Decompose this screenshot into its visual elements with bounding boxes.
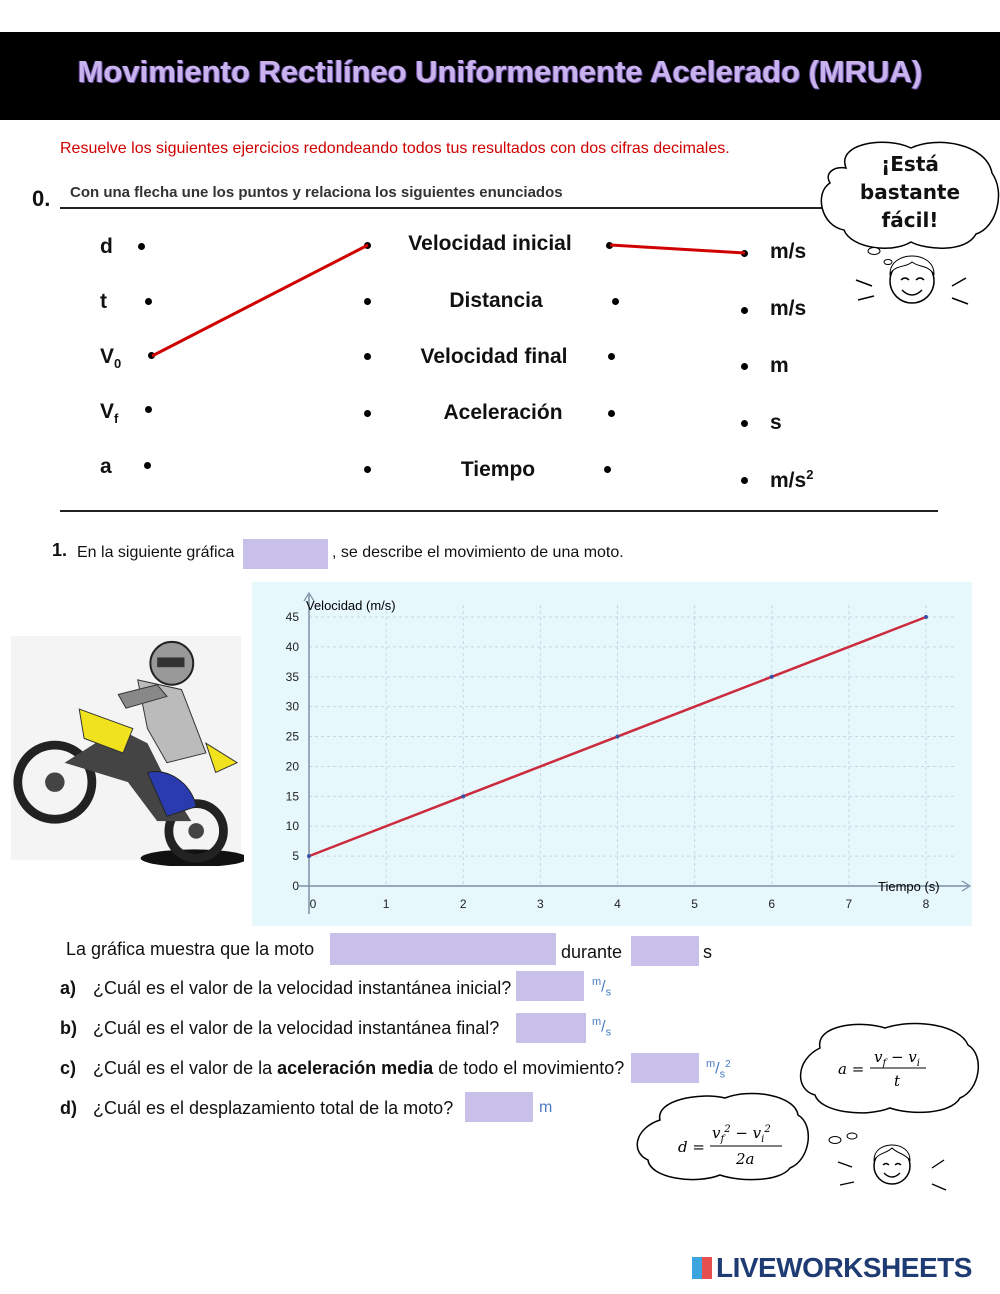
chart-axes <box>299 593 970 914</box>
exercise-0-number: 0. <box>32 186 51 211</box>
data-point-0-1 <box>461 794 465 798</box>
y-tick-label-0: 0 <box>292 879 299 893</box>
question-d-text: ¿Cuál es el desplazamiento total de la moto? <box>93 1098 454 1118</box>
x-tick-label-3: 3 <box>537 897 544 911</box>
y-tick-label-20: 20 <box>285 759 299 774</box>
bubble-tail-1 <box>868 248 880 255</box>
question-c-text: ¿Cuál es el valor de la aceleración media de todo el movimiento? <box>93 1058 625 1078</box>
x-tick-label-4: 4 <box>614 897 621 911</box>
x-tick-label-0: 0 <box>309 897 317 911</box>
magnitude-velocidad-final: Velocidad final <box>420 345 568 368</box>
svg-text:vf − vi: $v_f - v_i$ <box>874 1048 920 1069</box>
question-b-letter: b) <box>60 1018 77 1038</box>
exercise-0-bottom-rule <box>60 510 938 512</box>
y-tick-label-40: 40 <box>285 639 299 654</box>
x-tick-label-1: 1 <box>382 897 390 911</box>
chart-x-axis-label: Tiempo (s) <box>878 879 940 894</box>
question-d-unit: m <box>539 1099 553 1116</box>
motorbike-rider-image <box>8 636 244 866</box>
instruction-text: Resuelve los siguientes ejercicios redondeando todos tus resultados con dos cifras decimales. <box>60 140 730 157</box>
bubble-line-2: bastante <box>859 180 961 204</box>
question-b-answer-field[interactable] <box>516 1013 586 1043</box>
x-tick-label-5: 5 <box>691 897 698 911</box>
question-d-letter: d) <box>60 1098 77 1118</box>
bubble-line-1: ¡Está <box>881 152 939 176</box>
unit-s: s <box>770 411 782 434</box>
y-tick-label-10: 10 <box>285 819 299 834</box>
unit-m-s-1: m/s <box>770 240 807 263</box>
question-a-letter: a) <box>60 978 77 998</box>
symbol-a: a <box>100 455 112 478</box>
chart-y-axis-label: Velocidad (m/s) <box>306 598 396 613</box>
duration-answer-field[interactable] <box>631 936 699 966</box>
thinking-face-icon-2 <box>838 1145 946 1190</box>
question-a-answer-field[interactable] <box>516 971 584 1001</box>
bubble-line-3: fácil! <box>881 208 939 232</box>
question-d-answer-field[interactable] <box>465 1092 533 1122</box>
y-tick-label-35: 35 <box>285 669 299 684</box>
symbol-v0: $V_0$ <box>100 345 122 372</box>
magnitude-distancia: Distancia <box>449 289 543 312</box>
graph-type-answer-field[interactable] <box>243 539 328 569</box>
svg-text:2a: 2a <box>736 1150 755 1168</box>
magnitude-tiempo: Tiempo <box>460 458 536 481</box>
symbol-t: t <box>100 290 107 313</box>
chart-tick-labels <box>286 610 930 911</box>
connection-line-velocidad-inicial <box>610 245 745 253</box>
unit-m-s2: $m/s^2$ <box>770 467 814 492</box>
x-tick-label-7: 7 <box>845 897 853 911</box>
question-c-letter: c) <box>60 1058 77 1078</box>
y-tick-label-15: 15 <box>285 789 299 804</box>
exercise-1-text-before: En la siguiente gráfica <box>77 544 235 561</box>
bubble-tail-2 <box>884 260 892 265</box>
motion-description-answer-field[interactable] <box>330 933 556 965</box>
y-tick-label-30: 30 <box>285 699 299 714</box>
statement-unit-s: s <box>703 942 712 962</box>
bubble-tail-a <box>829 1137 841 1144</box>
svg-text:t: t <box>894 1072 901 1090</box>
question-b-unit: $^m/_s$ <box>592 1016 612 1039</box>
statement-text-before: La gráfica muestra que la moto <box>66 939 315 959</box>
liveworksheets-logo-icon <box>692 1257 712 1279</box>
page-title: Movimiento Rectilíneo Uniformemente Acelerado (MRUA) <box>77 54 923 89</box>
exercise-1-number: 1. <box>52 540 68 560</box>
unit-m: m <box>770 354 789 377</box>
svg-text:vf2 − vi2: $v_f^2 - v_i^2$ <box>712 1124 771 1145</box>
data-point-0-2 <box>616 735 620 739</box>
svg-text:a =: a = <box>838 1060 865 1078</box>
bubble-text <box>840 150 980 234</box>
x-tick-label-8: 8 <box>922 897 930 911</box>
y-tick-label-5: 5 <box>292 849 299 864</box>
exercise-0-prompt: Con una flecha une los puntos y relaciona los siguientes enunciados <box>70 184 563 201</box>
data-point-0-3 <box>770 675 774 679</box>
question-c-unit: $^m/_s^2$ <box>706 1058 731 1081</box>
svg-text:d =: d = <box>678 1138 705 1156</box>
formula-thought-bubbles <box>630 1020 1000 1200</box>
chart-grid <box>309 605 954 886</box>
connection-line-v0 <box>152 245 368 356</box>
magnitude-aceleracion: Aceleración <box>443 401 563 424</box>
y-tick-label-25: 25 <box>285 729 299 744</box>
liveworksheets-logo: LIVEWORKSHEETS <box>692 1252 972 1284</box>
exercise-1-text-after: , se describe el movimiento de una moto. <box>332 544 624 561</box>
x-tick-label-2: 2 <box>459 897 467 911</box>
thinking-face-icon <box>856 256 968 304</box>
data-point-0-4 <box>924 615 928 619</box>
statement-text-durante: durante <box>561 942 623 962</box>
magnitude-velocidad-inicial: Velocidad inicial <box>408 232 572 255</box>
bubble-tail-b <box>847 1133 857 1139</box>
velocity-time-chart <box>252 582 972 926</box>
unit-m-s-2: m/s <box>770 297 807 320</box>
question-b-text: ¿Cuál es el valor de la velocidad instantánea final? <box>93 1018 500 1038</box>
symbol-d: d <box>100 235 113 258</box>
x-tick-label-6: 6 <box>768 897 776 911</box>
data-point-0-0 <box>307 854 311 858</box>
question-a-text: ¿Cuál es el valor de la velocidad instantánea inicial? <box>93 978 512 998</box>
y-tick-label-45: 45 <box>285 610 299 624</box>
symbol-vf: $V_f$ <box>100 400 119 427</box>
question-a-unit: $^m/_s$ <box>592 976 612 999</box>
